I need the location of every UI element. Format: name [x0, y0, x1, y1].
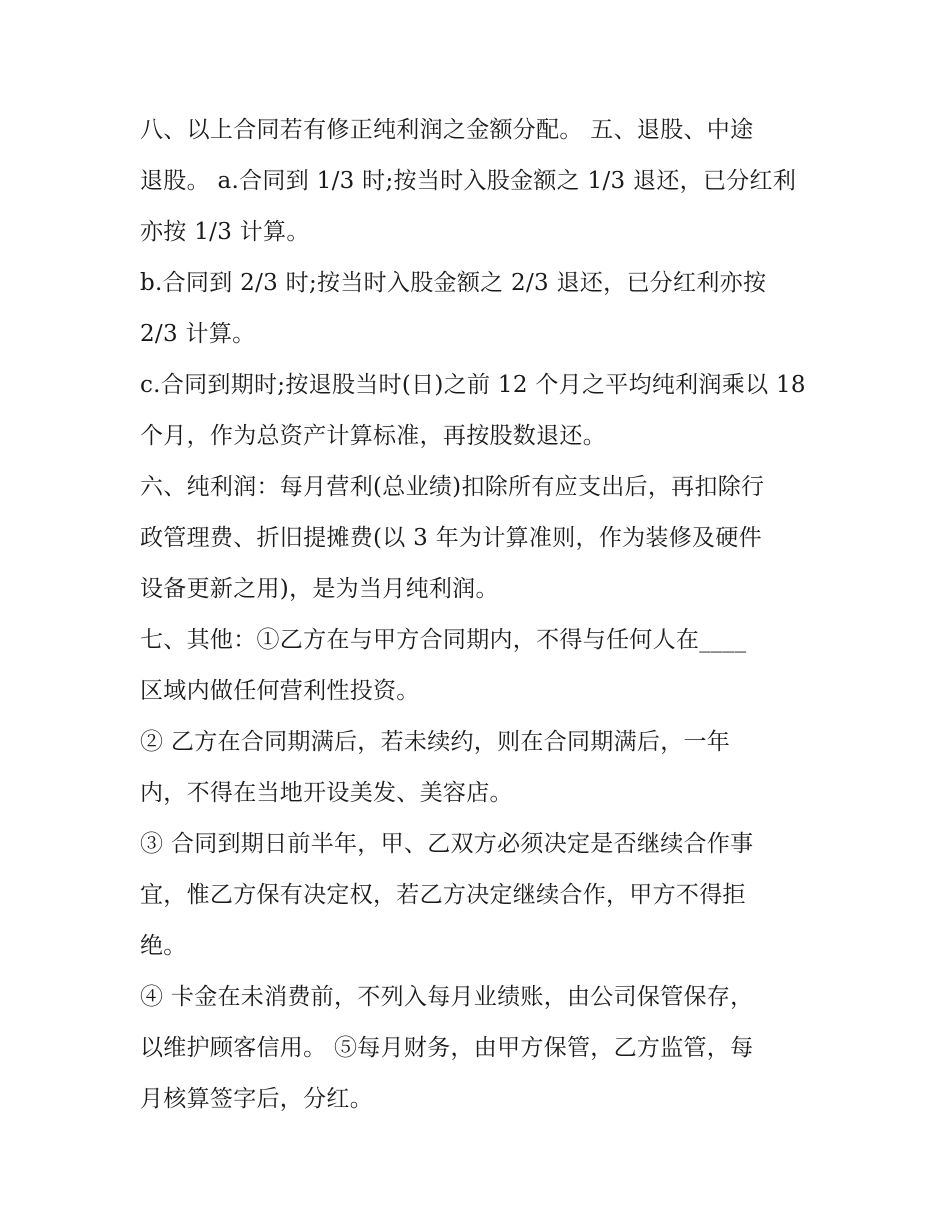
text-line: ② 乙方在合同期满后，若未续约，则在合同期满后，一年 — [140, 729, 731, 755]
text-line: 绝。 — [140, 933, 187, 959]
text-line: 八、以上合同若有修正纯利润之金额分配。 五、退股、中途 — [140, 117, 754, 143]
document-body — [140, 105, 820, 1125]
text-line: 以维护顾客信用。 ⑤每月财务，由甲方保管，乙方监管，每 — [140, 1035, 754, 1061]
text-line: 区域内做任何营利性投资。 — [140, 678, 420, 704]
text-line: 内，不得在当地开设美发、美容店。 — [140, 780, 513, 806]
text-line: c.合同到期时;按退股当时(日)之前 12 个月之平均纯利润乘以 18 — [140, 372, 806, 398]
text-line: 个月，作为总资产计算标准，再按股数退还。 — [140, 423, 606, 449]
text-line: 月核算签字后，分红。 — [140, 1086, 373, 1112]
text-line: ③ 合同到期日前半年，甲、乙双方必须决定是否继续合作事 — [140, 831, 754, 857]
text-line: 退股。 a.合同到 1/3 时;按当时入股金额之 1/3 退还，已分红利 — [140, 168, 797, 194]
text-line: b.合同到 2/3 时;按当时入股金额之 2/3 退还，已分红利亦按 — [140, 270, 767, 296]
text-line: 宜，惟乙方保有决定权，若乙方决定继续合作，甲方不得拒 — [140, 882, 746, 908]
text-line: 六、纯利润：每月营利(总业绩)扣除所有应支出后，再扣除行 — [140, 474, 765, 500]
text-line: ④ 卡金在未消费前，不列入每月业绩账，由公司保管保存， — [140, 984, 754, 1010]
text-line: 设备更新之用)，是为当月纯利润。 — [140, 576, 499, 602]
text-line: 亦按 1/3 计算。 — [140, 219, 310, 245]
text-line: 政管理费、折旧提摊费(以 3 年为计算准则，作为装修及硬件 — [140, 525, 762, 551]
text-line: 2/3 计算。 — [140, 321, 256, 347]
text-line: 七、其他：①乙方在与甲方合同期内，不得与任何人在____ — [140, 627, 747, 653]
